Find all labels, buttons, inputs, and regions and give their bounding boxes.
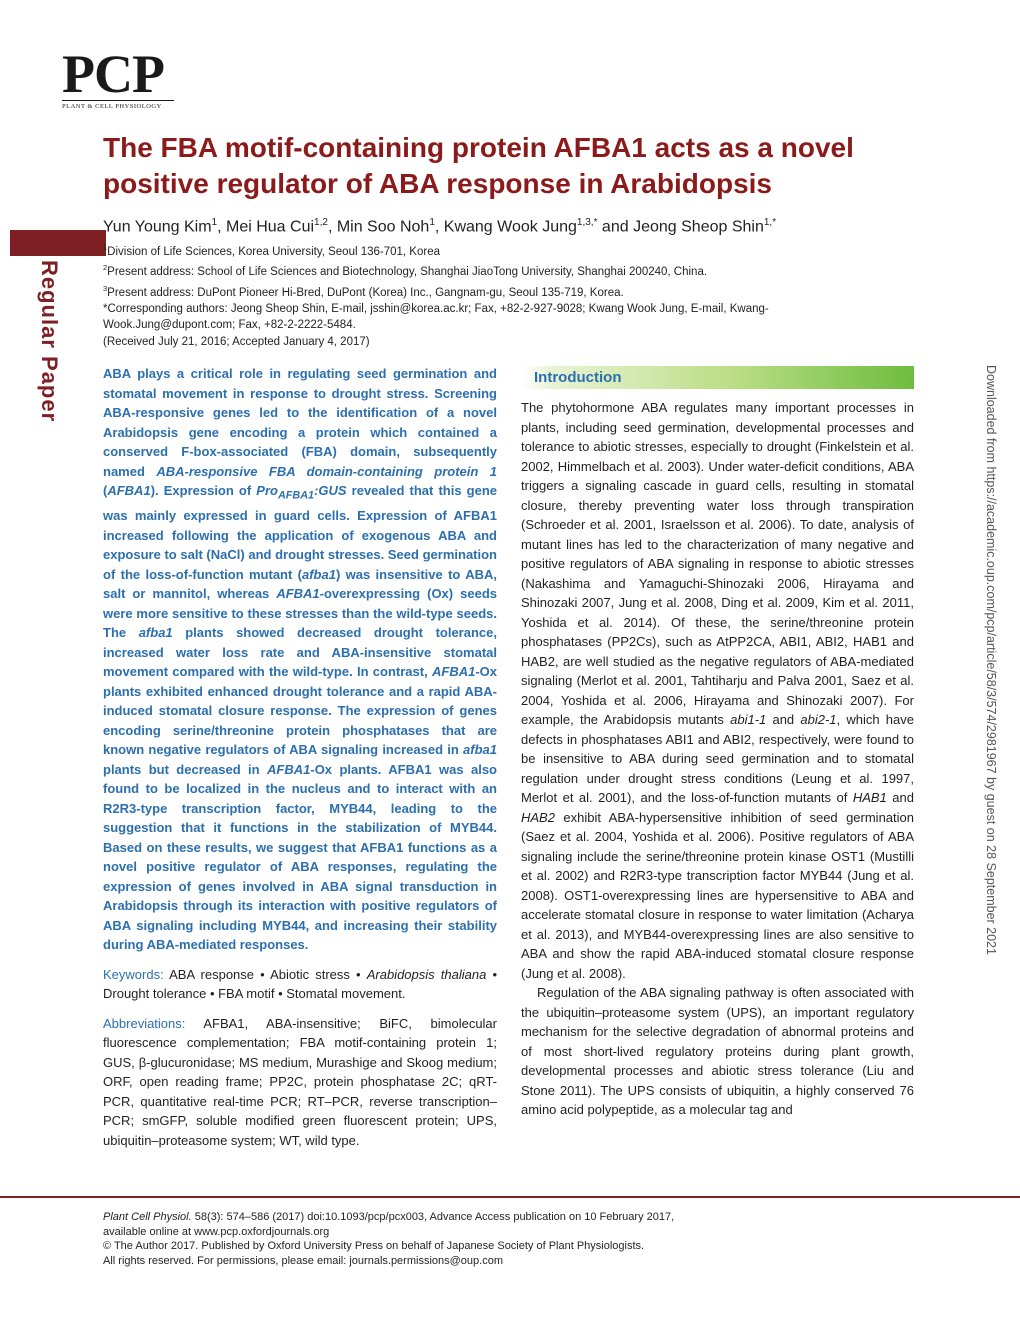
author-list bbox=[103, 212, 923, 238]
promoter-name: Pro bbox=[256, 483, 278, 498]
keywords-text: ABA response • Abiotic stress • bbox=[163, 966, 367, 982]
intro-text: , which have defects in phosphatases ABI1 and ABI2, respectively, were found to be insensitive to ABA during seed germination and to stomatal regulation under drought stress conditions (Leung et al. 1997, Merlot et al. 2001), and the loss-of-function mutants of bbox=[521, 712, 914, 805]
footer bbox=[103, 1210, 823, 1268]
footer-citation bbox=[103, 1210, 823, 1225]
abstract-text: ( bbox=[103, 483, 108, 498]
affiliation-sup: 3 bbox=[103, 283, 108, 293]
promoter-subscript: AFBA1 bbox=[277, 489, 315, 502]
footer-rule bbox=[0, 1196, 1020, 1198]
mutant-name: afba1 bbox=[463, 742, 497, 758]
abstract-text: -overexpressing (Ox) seeds were more sensitive to these stresses than the wild-type seeds. The bbox=[103, 586, 497, 641]
abstract-text: revealed that this gene was mainly expressed in guard cells. Expression of AFBA1 increased following the application of exogenous ABA and exposure to salt (NaCl) and drought stresses. Seed germination of the loss-of-function mutant ( bbox=[103, 483, 497, 582]
author-separator: , bbox=[217, 218, 226, 236]
affiliation-line bbox=[103, 281, 883, 301]
affiliation-text: Division of Life Sciences, Korea University, Seoul 136-701, Korea bbox=[107, 245, 440, 258]
author-separator: , bbox=[434, 218, 444, 236]
mutant-name: afba1 bbox=[138, 625, 173, 641]
author-affil-sup: 1 bbox=[429, 217, 435, 228]
abstract-text: ABA plays a critical role in regulating seed germination and stomatal movement in response to drought stress. Screening ABA-responsive genes led to the identification of a novel Arabidopsis gene encoding a protein which contained a conserved F-box-associated (FBA) domain, subsequently named bbox=[103, 366, 497, 479]
abstract-text: plants but decreased in bbox=[103, 761, 268, 777]
author-name: Kwang Wook Jung bbox=[443, 218, 577, 236]
intro-text: and bbox=[766, 712, 801, 727]
affiliation-text: Present address: DuPont Pioneer Hi-Bred, DuPont (Korea) Inc., Gangnam-gu, Seoul 135-719, Korea. bbox=[107, 286, 624, 299]
intro-text: The phytohormone ABA regulates many important processes in plants, including seed germination, developmental processes and tolerance to abiotic stresses, especially to drought (Finkelstein et al. 2002, Himmelbach et al. 2003). Under water-deficit conditions, ABA triggers a signaling cascade in guard cells, resulting in stomatal closure, thereby preventing water loss through transpiration (Schroeder et al. 2001, Israelsson et al. 2006). To date, analysis of mutant lines has led to the characterization of many negative and positive regulators of ABA signaling in response to abiotic stresses (Nakashima and Yamaguchi-Shinozaki 2006, Hirayama and Shinozaki 2007, Jung et al. 2008, Ding et al. 2009, Kim et al. 2011, Yoshida et al. 2014). Of these, the serine/threonine protein phosphatases (PP2Cs), such as AtPP2CA, ABI1, ABI2, HAB1 and HAB2, are well studied as the negative regulators of ABA-mediated signaling (Merlot et al. 2001, Tahtiharju and Palva 2001, Saez et al. 2004, Yoshida et al. 2006, Hirayama and Shinozaki 2007). For example, the Arabidopsis mutants bbox=[521, 400, 914, 727]
intro-text: and bbox=[886, 790, 914, 805]
footer-online: available online at www.pcp.oxfordjournals.org bbox=[103, 1225, 330, 1238]
download-note-text: Downloaded from https://academic.oup.com/pcp/article/58/3/574/2981967 by guest on 28 September 2021 bbox=[984, 365, 998, 955]
gene-full-name: ABA-responsive FBA domain-containing protein 1 bbox=[156, 463, 498, 479]
mutant-name: abi2-1 bbox=[800, 712, 837, 727]
affiliations bbox=[103, 240, 883, 350]
author-affil-sup: 1 bbox=[211, 217, 218, 228]
mutant-name: afba1 bbox=[302, 566, 336, 582]
affiliation-sup: 1 bbox=[103, 243, 108, 252]
abbreviations-text: AFBA1, ABA-insensitive; BiFC, bimolecular fluorescence complementation; FBA motif-containing protein 1; GUS, β-glucuronidase; MS medium, Murashige and Skoog medium; ORF, open reading frame; PP2C, protein phosphatase 2C; qRT-PCR, quantitative real-time PCR; RT–PCR, reverse transcription–PCR; smGFP, soluble modified green fluorescent protein; UPS, ubiquitin–proteasome system; WT, wild type. bbox=[103, 1015, 497, 1148]
left-column bbox=[103, 364, 497, 1150]
gene-symbol: AFBA1 bbox=[267, 761, 311, 777]
footer-copyright: © The Author 2017. Published by Oxford University Press on behalf of Japanese Society of Plant Physiologists. bbox=[103, 1240, 645, 1252]
reporter-name: :GUS bbox=[314, 483, 347, 498]
gene-symbol: HAB2 bbox=[521, 809, 555, 825]
right-column bbox=[521, 366, 914, 1120]
corresponding-authors: *Corresponding authors: Jeong Sheop Shin, E-mail, jsshin@korea.ac.kr; Fax, +82-2-927-9028; Kwang Wook Jung, E-mail, Kwang-Wook.Jung@dupont.com; Fax, +82-2-2222-5484. bbox=[103, 302, 769, 332]
gene-symbol: AFBA1 bbox=[107, 483, 151, 498]
author-affil-sup: 1,2 bbox=[314, 217, 328, 228]
intro-text: exhibit ABA-hypersensitive inhibition of seed germination (Saez et al. 2004, Yoshida et al. 2006). Positive regulators of ABA signaling include the serine/threonine protein kinase OST1 (Mustilli et al. 2002) and R2R3-type transcription factor MYB44 (Jung et al. 2008). OST1-overexpressing lines are hypersensitive to ABA and accelerate stomatal closure in response to water limitation (Acharya et al. 2013), and MYB44-overexpressing lines are also sensitive to ABA and show the rapid ABA-induced stomatal closure response (Jung et al. 2008). bbox=[521, 809, 914, 981]
intro-paragraph: Regulation of the ABA signaling pathway is often associated with the ubiquitin–proteasome system (UPS), an important regulatory mechanism for the selective degradation of abnormal proteins and of most short-lived regulatory proteins during plant growth, developmental processes and abiotic stress tolerance (Liu and Stone 2011). The UPS consists of ubiquitin, a highly conserved 76 amino acid polypeptide, as a molecular tag and bbox=[521, 985, 914, 1117]
intro-paragraph bbox=[521, 398, 914, 983]
abstract bbox=[103, 364, 497, 955]
author-affil-sup: 1,* bbox=[763, 217, 777, 228]
keywords bbox=[103, 965, 497, 1004]
abbreviations-label: Abbreviations: bbox=[103, 1015, 186, 1031]
keywords-text: • Drought tolerance • FBA motif • Stomatal movement. bbox=[103, 966, 497, 1002]
author-separator: , bbox=[327, 218, 337, 236]
keywords-label: Keywords: bbox=[103, 966, 164, 982]
section-tab-bar bbox=[10, 230, 106, 256]
author-name: Min Soo Noh bbox=[336, 218, 430, 236]
introduction-heading: Introduction bbox=[521, 366, 914, 389]
author-name: Mei Hua Cui bbox=[226, 218, 315, 236]
affiliation-sup: 2 bbox=[103, 263, 108, 273]
author-affil-sup: 1,3,* bbox=[576, 217, 598, 228]
footer-rights: All rights reserved. For permissions, please email: journals.permissions@oup.com bbox=[103, 1254, 503, 1267]
author-name: Yun Young Kim bbox=[103, 218, 212, 236]
abstract-text: -Ox plants. AFBA1 was also found to be localized in the nucleus and to interact with an R2R3-type transcription factor, MYB44, leading to the suggestion that it functions in the stabilization of MYB44. Based on these results, we suggest that AFBA1 functions as a novel positive regulator of ABA responses, regulating the expression of genes involved in ABA signal transduction in Arabidopsis through its interaction with positive regulators of ABA signaling including MYB44, and increasing their stability during ABA-mediated responses. bbox=[103, 761, 497, 953]
author-name: Jeong Sheop Shin bbox=[633, 218, 764, 236]
abstract-text: plants showed decreased drought tolerance, increased water loss rate and ABA-insensitive stomatal movement compared with the wild-type. In contrast, bbox=[103, 625, 497, 680]
author-separator: and bbox=[597, 218, 634, 236]
affiliation-line bbox=[103, 240, 883, 260]
abstract-text: ). Expression of bbox=[150, 483, 257, 498]
logo-mark: PCP bbox=[62, 44, 164, 104]
abstract-text: -Ox plants exhibited enhanced drought tolerance and a rapid ABA-induced stomatal closure response. The expression of genes encoding serine/threonine protein phosphatases that are known negative regulators of ABA signaling increased in bbox=[103, 664, 497, 758]
abstract-text: ) was insensitive to ABA, salt or mannitol, whereas bbox=[103, 566, 497, 602]
journal-logo bbox=[62, 44, 174, 110]
mutant-name: abi1-1 bbox=[730, 712, 767, 727]
footer-journal: Plant Cell Physiol. bbox=[103, 1211, 192, 1223]
gene-symbol: HAB1 bbox=[852, 790, 887, 805]
affiliation-text: Present address: School of Life Sciences and Biotechnology, Shanghai JiaoTong University, Shanghai 200240, China. bbox=[107, 266, 708, 279]
section-side-label-text: Regular Paper bbox=[37, 260, 62, 423]
article-title: The FBA motif-containing protein AFBA1 acts as a novel positive regulator of ABA response in Arabidopsis bbox=[103, 132, 854, 199]
logo-subtitle: PLANT & CELL PHYSIOLOGY bbox=[62, 100, 174, 110]
gene-symbol: AFBA1 bbox=[431, 664, 476, 680]
gene-symbol: AFBA1 bbox=[276, 586, 320, 602]
affiliation-line bbox=[103, 260, 883, 280]
received-dates: (Received July 21, 2016; Accepted January 4, 2017) bbox=[103, 335, 370, 348]
abbreviations bbox=[103, 1014, 497, 1151]
footer-citation-text: 58(3): 574–586 (2017) doi:10.1093/pcp/pcx003, Advance Access publication on 10 February 2017, bbox=[191, 1211, 675, 1223]
keywords-species: Arabidopsis thaliana bbox=[366, 966, 487, 982]
